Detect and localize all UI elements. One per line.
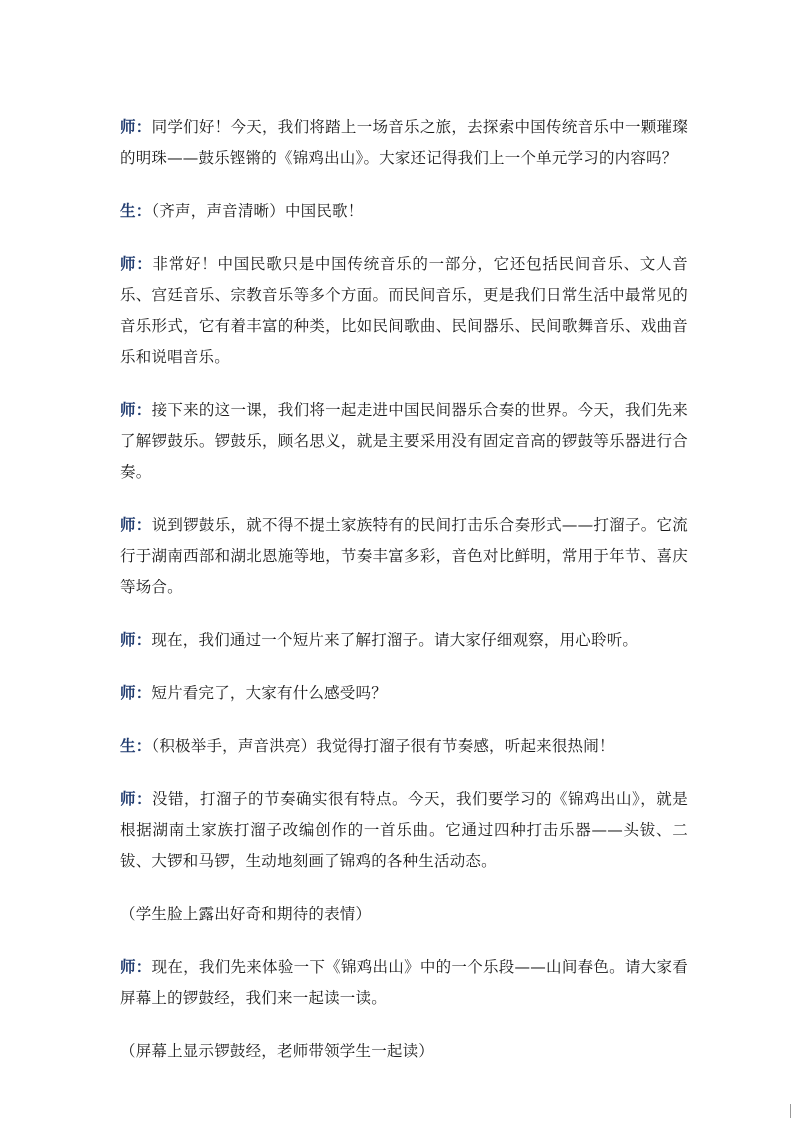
speaker-label: 师： xyxy=(120,958,152,976)
dialogue-text: 接下来的这一课，我们将一起走进中国民间器乐合奏的世界。今天，我们先来了解锣鼓乐。锣鼓乐，顾名思义，就是主要采用没有固定音高的锣鼓等乐器进行合奏。 xyxy=(120,401,688,481)
speaker-label: 师： xyxy=(120,684,152,702)
stage-direction xyxy=(120,1036,688,1067)
speaker-label: 师： xyxy=(120,790,153,808)
speaker-label: 师： xyxy=(120,516,152,534)
dialogue-text: 现在，我们通过一个短片来了解打溜子。请大家仔细观察，用心聆听。 xyxy=(151,631,639,649)
dialogue-paragraph xyxy=(120,395,688,488)
speaker-label: 生： xyxy=(120,737,152,755)
stage-direction xyxy=(120,899,688,930)
dialogue-text: （积极举手，声音洪亮）我觉得打溜子很有节奏感，听起来很热闹！ xyxy=(151,737,615,755)
dialogue-paragraph xyxy=(120,678,688,709)
dialogue-text: （屏幕上显示锣鼓经，老师带领学生一起读） xyxy=(120,1042,435,1060)
speaker-label: 生： xyxy=(120,202,152,220)
dialogue-text: 没错，打溜子的节奏确实很有特点。今天，我们要学习的《锦鸡出山》，就是根据湖南土家族打溜子改编创作的一首乐曲。它通过四种打击乐器——头钹、二钹、大锣和马锣，生动地刻画了锦鸡的各种生活动态。 xyxy=(120,790,688,870)
dialogue-paragraph xyxy=(120,625,688,656)
page-corner-mark xyxy=(790,1104,791,1118)
dialogue-paragraph xyxy=(120,731,688,762)
dialogue-text: 说到锣鼓乐，就不得不提土家族特有的民间打击乐合奏形式——打溜子。它流行于湖南西部和湖北恩施等地，节奏丰富多彩，音色对比鲜明，常用于年节、喜庆等场合。 xyxy=(120,516,688,596)
dialogue-paragraph xyxy=(120,112,688,174)
dialogue-paragraph xyxy=(120,510,688,603)
dialogue-text: 现在，我们先来体验一下《锦鸡出山》中的一个乐段——山间春色。请大家看屏幕上的锣鼓经，我们来一起读一读。 xyxy=(120,958,688,1007)
dialogue-text: （学生脸上露出好奇和期待的表情） xyxy=(120,905,372,923)
dialogue-text: 短片看完了，大家有什么感受吗？ xyxy=(151,684,387,702)
dialogue-text: 同学们好！今天，我们将踏上一场音乐之旅，去探索中国传统音乐中一颗璀璨的明珠——鼓乐铿锵的《锦鸡出山》。大家还记得我们上一个单元学习的内容吗？ xyxy=(120,118,688,167)
speaker-label: 师： xyxy=(120,401,152,419)
dialogue-paragraph xyxy=(120,196,688,227)
speaker-label: 师： xyxy=(120,631,152,649)
document-body xyxy=(120,112,688,1089)
dialogue-text: 非常好！中国民歌只是中国传统音乐的一部分，它还包括民间音乐、文人音乐、宫廷音乐、宗教音乐等多个方面。而民间音乐，更是我们日常生活中最常见的音乐形式，它有着丰富的种类，比如民间歌曲、民间器乐、民间歌舞音乐、戏曲音乐和说唱音乐。 xyxy=(120,255,688,366)
dialogue-paragraph xyxy=(120,952,688,1014)
speaker-label: 师： xyxy=(120,255,153,273)
dialogue-text: （齐声，声音清晰）中国民歌！ xyxy=(151,202,364,220)
dialogue-paragraph xyxy=(120,249,688,373)
dialogue-paragraph xyxy=(120,784,688,877)
speaker-label: 师： xyxy=(120,118,152,136)
